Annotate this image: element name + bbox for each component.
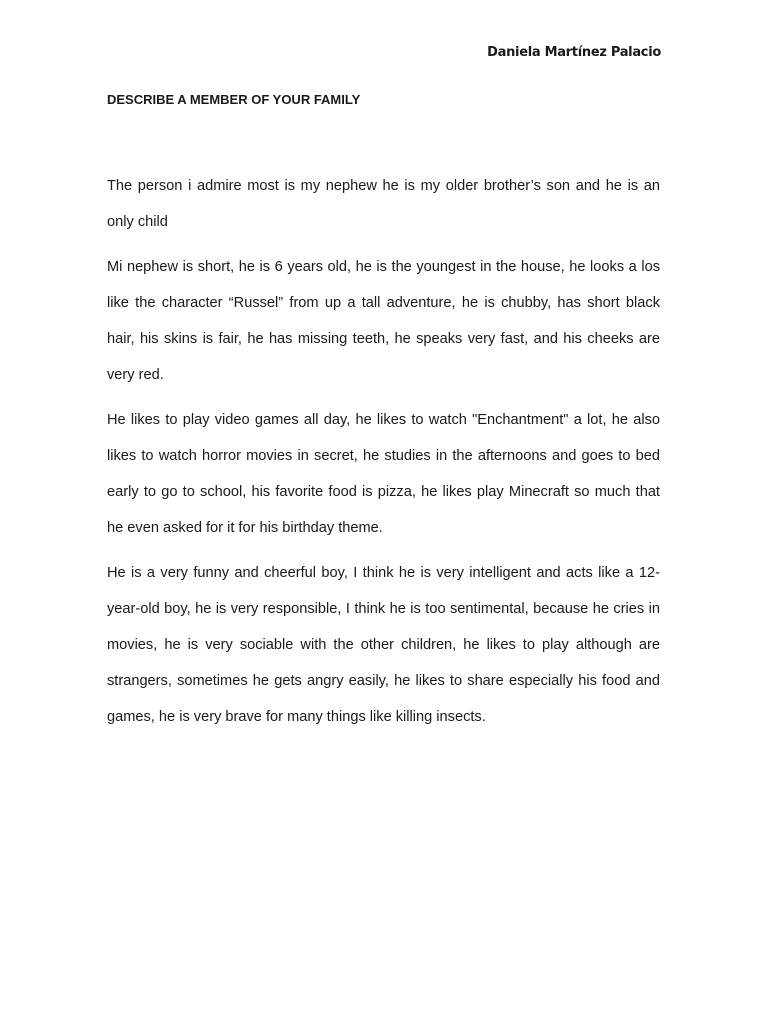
author-name: Daniela Martínez Palacio (487, 45, 661, 60)
document-body (107, 168, 660, 744)
document-title: DESCRIBE A MEMBER OF YOUR FAMILY (107, 92, 361, 107)
paragraph-2: Mi nephew is short, he is 6 years old, he is the youngest in the house, he looks a los like the character “Russel” from up a tall adventure, he is chubby, has short black hair, his skins is fair, he has missing teeth, he speaks very fast, and his cheeks are very red. (107, 259, 660, 383)
paragraph-3: He likes to play video games all day, he likes to watch "Enchantment" a lot, he also likes to watch horror movies in secret, he studies in the afternoons and goes to bed early to go to school, his favorite food is pizza, he likes play Minecraft so much that he even asked for it for his birthday theme. (107, 412, 660, 536)
paragraph-1: The person i admire most is my nephew he is my older brother’s son and he is an only child (107, 178, 660, 230)
paragraph-4: He is a very funny and cheerful boy, I think he is very intelligent and acts like a 12-year-old boy, he is very responsible, I think he is too sentimental, because he cries in movies, he is very sociable with the other children, he likes to play although are strangers, sometimes he gets angry easily, he likes to share especially his food and games, he is very brave for many things like killing insects. (107, 565, 660, 725)
